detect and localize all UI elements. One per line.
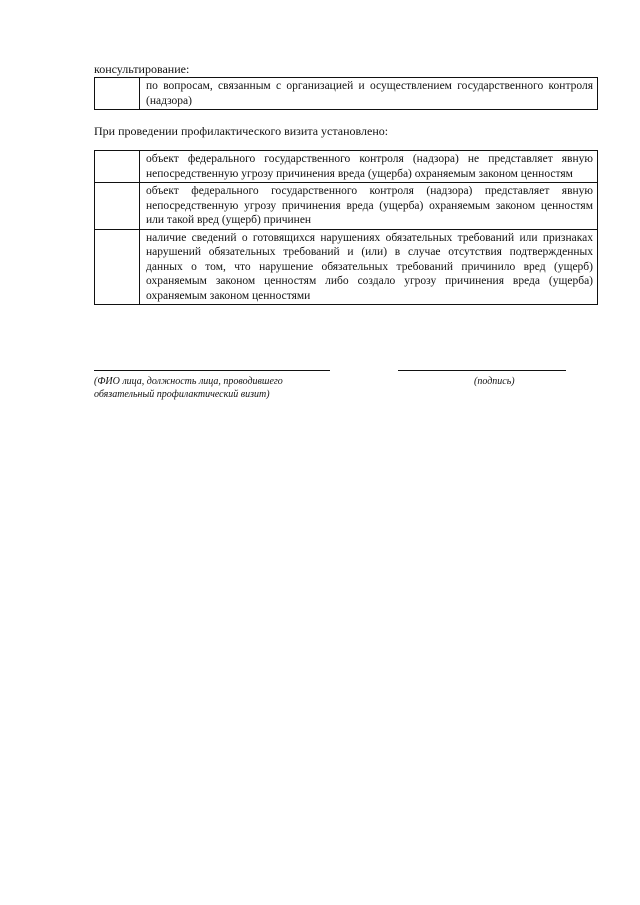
consultation-table: [94, 77, 598, 110]
table-row: [95, 151, 598, 183]
table-row: [95, 78, 598, 110]
signature-caption: (подпись): [474, 376, 515, 387]
finding-option-text: наличие сведений о готовящихся нарушениях обязательных требований или признаках нарушений обязательных требований и (или) в случае отсутствия подтвержденных данных о том, что нарушение обязательных требований причинило вред (ущерб) охраняемым законом ценностям либо создало угрозу причинения вреда (ущерба) охраняемым законом ценностями: [140, 229, 598, 305]
findings-heading: При проведении профилактического визита установлено:: [94, 124, 389, 138]
consultation-option-text: по вопросам, связанным с организацией и осуществлением государственного контроля (надзора): [140, 78, 598, 110]
checkbox-cell[interactable]: [95, 229, 140, 305]
findings-table: [94, 150, 598, 305]
table-row: [95, 183, 598, 230]
checkbox-cell[interactable]: [95, 151, 140, 183]
checkbox-cell[interactable]: [95, 183, 140, 230]
signature-line[interactable]: [398, 370, 566, 371]
checkbox-cell[interactable]: [95, 78, 140, 110]
finding-option-text: объект федерального государственного контроля (надзора) не представляет явную непосредственную угрозу причинения вреда (ущерба) охраняемым законом ценностям: [140, 151, 598, 183]
table-row: [95, 229, 598, 305]
name-caption-line2: обязательный профилактический визит): [94, 389, 270, 400]
name-caption-line1: (ФИО лица, должность лица, проводившего: [94, 376, 283, 387]
consultation-label: консультирование:: [94, 62, 190, 76]
finding-option-text: объект федерального государственного контроля (надзора) представляет явную непосредственную угрозу причинения вреда (ущерба) охраняемым законом ценностям или такой вред (ущерб) причинен: [140, 183, 598, 230]
name-signature-line[interactable]: [94, 370, 330, 371]
